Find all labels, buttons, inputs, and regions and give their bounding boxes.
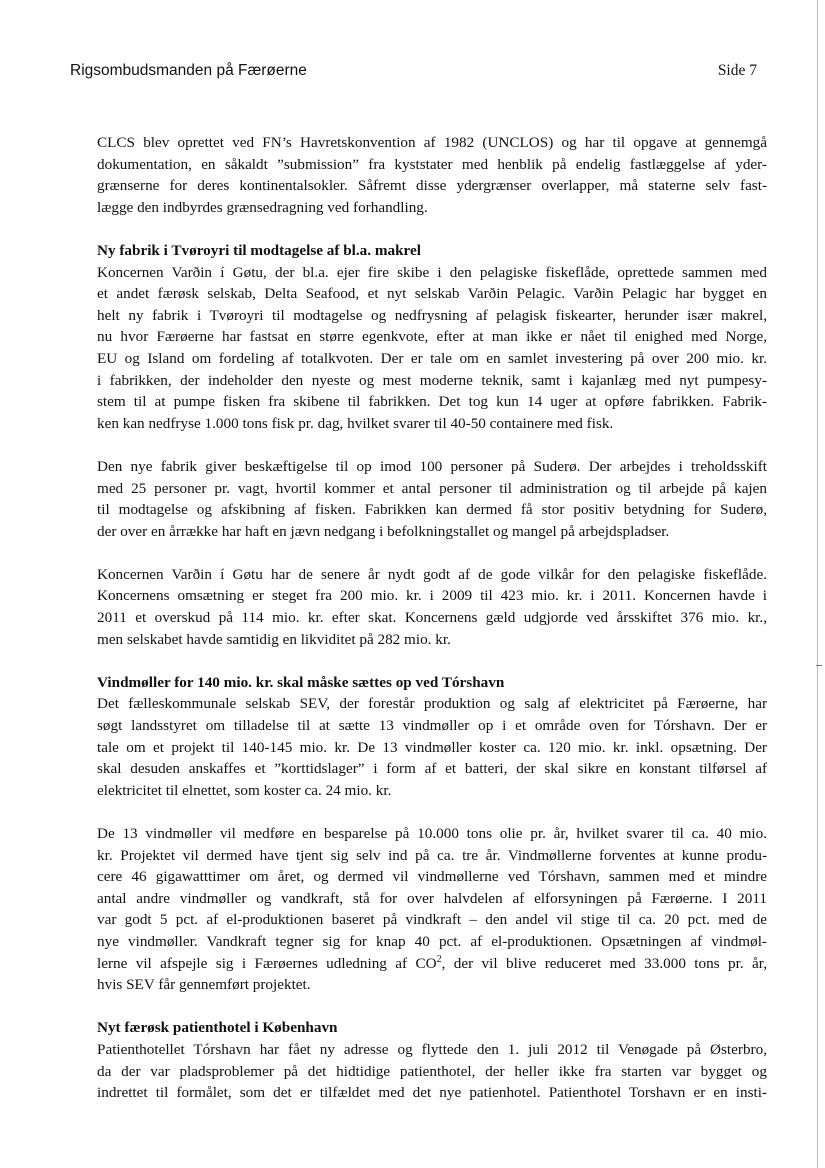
scan-edge-line [817, 0, 818, 1168]
scan-edge-mark [816, 665, 822, 666]
paragraph [97, 456, 767, 542]
paragraph [97, 823, 767, 996]
text-line: til modtagelse og afskibning af fisken. Fabrikken kan dermed få stor positiv betydning for Suderø, [97, 501, 767, 519]
text-line: ken kan nedfryse 1.000 tons fisk pr. dag, hvilket svarer til 40-50 containere med fisk. [97, 414, 614, 432]
text-line: var godt 5 pct. af el-produktionen baseret på vindkraft – den andel vil stige til ca. 20 pct. med de [97, 911, 767, 929]
text-line: Det fælleskommunale selskab SEV, der forestår produktion og salg af elektricitet på Færøerne, har [97, 695, 767, 713]
text-line: Koncernen Varðin í Gøtu, der bl.a. ejer fire skibe i den pelagiske fiskeflåde, oprettede sammen med [97, 263, 767, 281]
text-line: der over en årrække har haft en jævn nedgang i befolkningstallet og mangel på arbejdspladser. [97, 522, 670, 540]
text-line: nye vindmøller. Vandkraft tegner sig for knap 40 pct. af el-produktionen. Opsætningen af vindmøl- [97, 932, 767, 950]
text-line: De 13 vindmøller vil medføre en besparelse på 10.000 tons olie pr. år, hvilket svarer til ca. 40 mio. [97, 825, 767, 842]
text-line: et andet færøsk selskab, Delta Seafood, et nyt selskab Varðin Pelagic. Varðin Pelagic har bygget en [97, 285, 767, 303]
text-line: cere 46 gigawatttimer om året, og dermed vil vindmøllerne ved Tórshavn, sammen med et mindre [97, 868, 767, 886]
text-line: skal desuden anskaffes et ”korttidslager” i form af et batteri, der skal sikre en konstant tilførsel af [97, 760, 767, 778]
text-line: med 25 personer pr. vagt, hvortil kommer et antal personer til administration og til arbejde på kajen [97, 479, 767, 497]
text-line: søgt landsstyret om tilladelse til at sætte 13 vindmøller op i et område oven for Tórshavn. Der er [97, 717, 767, 735]
text-line: Koncernens omsætning er steget fra 200 mio. kr. i 2009 til 423 mio. kr. i 2011. Koncernen havde i [97, 587, 767, 605]
text-line: i fabrikken, der indeholder den nyeste og mest moderne teknik, samt i kajanlæg med nyt pumpesy- [97, 371, 767, 389]
section-patient-hotel [97, 1017, 767, 1103]
text-line: men selskabet havde samtidig en likviditet på 282 mio. kr. [97, 630, 451, 648]
text-line: stem til at pumpe fisken fra skibene til fabrikken. Det tog kun 14 uger at opføre fabrikken. Fabrik- [97, 393, 767, 411]
text-line-co2 [97, 953, 767, 975]
section-tvoroyri-factory [97, 240, 767, 650]
text-line: CLCS blev oprettet ved FN’s Havretskonvention af 1982 (UNCLOS) og har til opgave at gennemgå [97, 134, 767, 151]
paragraph [97, 564, 767, 650]
text-line: antal andre vindmøller og vandkraft, stå for over halvdelen af elforsyningen på Færøerne. I 2011 [97, 889, 767, 907]
text-line: kr. Projektet vil dermed have tjent sig selv ind på ca. tre år. Vindmøllerne forventes at kunne produ- [97, 846, 767, 864]
page-number: Side 7 [717, 62, 757, 79]
paragraph [97, 693, 767, 801]
paragraph [97, 1039, 767, 1104]
paragraph [97, 262, 767, 435]
section-heading: Nyt færøsk patienthotel i København [97, 1019, 338, 1037]
text-line: nu hvor Færøerne har fastsat en større egenkvote, efter at man ikke er nået til enighed med Norge, [97, 328, 767, 346]
text-line: Patienthotellet Tórshavn har fået ny adresse og flyttede den 1. juli 2012 til Venøgade på Østerbro, [97, 1040, 767, 1058]
text-fragment: , der vil blive reduceret med 33.000 tons pr. år, [441, 954, 768, 972]
section-heading: Ny fabrik i Tvøroyri til modtagelse af bl.a. makrel [97, 241, 421, 259]
text-fragment: lerne vil afspejle sig i Færøernes udledning af CO [97, 954, 437, 972]
text-line: helt ny fabrik i Tvøroyri til modtagelse og nedfrysning af pelagisk fiskearter, herunder især makrel, [97, 306, 767, 324]
text-line: grænserne for deres kontinentalsokler. Såfremt disse ydergrænser overlapper, må staterne selv fast- [97, 177, 767, 195]
section-heading: Vindmøller for 140 mio. kr. skal måske sættes op ved Tórshavn [97, 673, 505, 691]
intro-paragraph [97, 132, 767, 218]
document-body [97, 132, 767, 1125]
text-line: tale om et projekt til 140-145 mio. kr. De 13 vindmøller koster ca. 120 mio. kr. inkl. opsætning. Der [97, 738, 767, 756]
text-line: hvis SEV får gennemført projektet. [97, 976, 311, 994]
text-line: 2011 et overskud på 114 mio. kr. efter skat. Koncernens gæld udgjorde ved årsskiftet 376 mio. kr., [97, 609, 767, 627]
text-line: elektricitet til elnettet, som koster ca. 24 mio. kr. [97, 781, 392, 799]
text-line: da der var pladsproblemer på det hidtidige patienthotel, der heller ikke fra starten var bygget og [97, 1062, 767, 1080]
section-wind-turbines [97, 672, 767, 996]
text-line: Den nye fabrik giver beskæftigelse til op imod 100 personer på Suderø. Der arbejdes i treholdsskift [97, 457, 767, 475]
superscript: 2 [436, 953, 442, 965]
text-line: dokumentation, en såkaldt ”submission” fra kyststater med henblik på endelig fastlæggelse af yder- [97, 155, 767, 173]
text-line: indrettet til formålet, som det er tilfældet med det nye patienhotel. Patienthotel Torshavn er en insti- [97, 1084, 767, 1102]
text-line: lægge den indbyrdes grænsedragning ved forhandling. [97, 198, 428, 216]
text-line: Koncernen Varðin í Gøtu har de senere år nydt godt af de gode vilkår for den pelagiske fiskeflåde. [97, 565, 767, 583]
text-line: EU og Island om fordeling af totalkvoten. Der er tale om en samlet investering på over 200 mio. kr. [97, 349, 767, 367]
running-header-title: Rigsombudsmanden på Færøerne [70, 62, 307, 79]
